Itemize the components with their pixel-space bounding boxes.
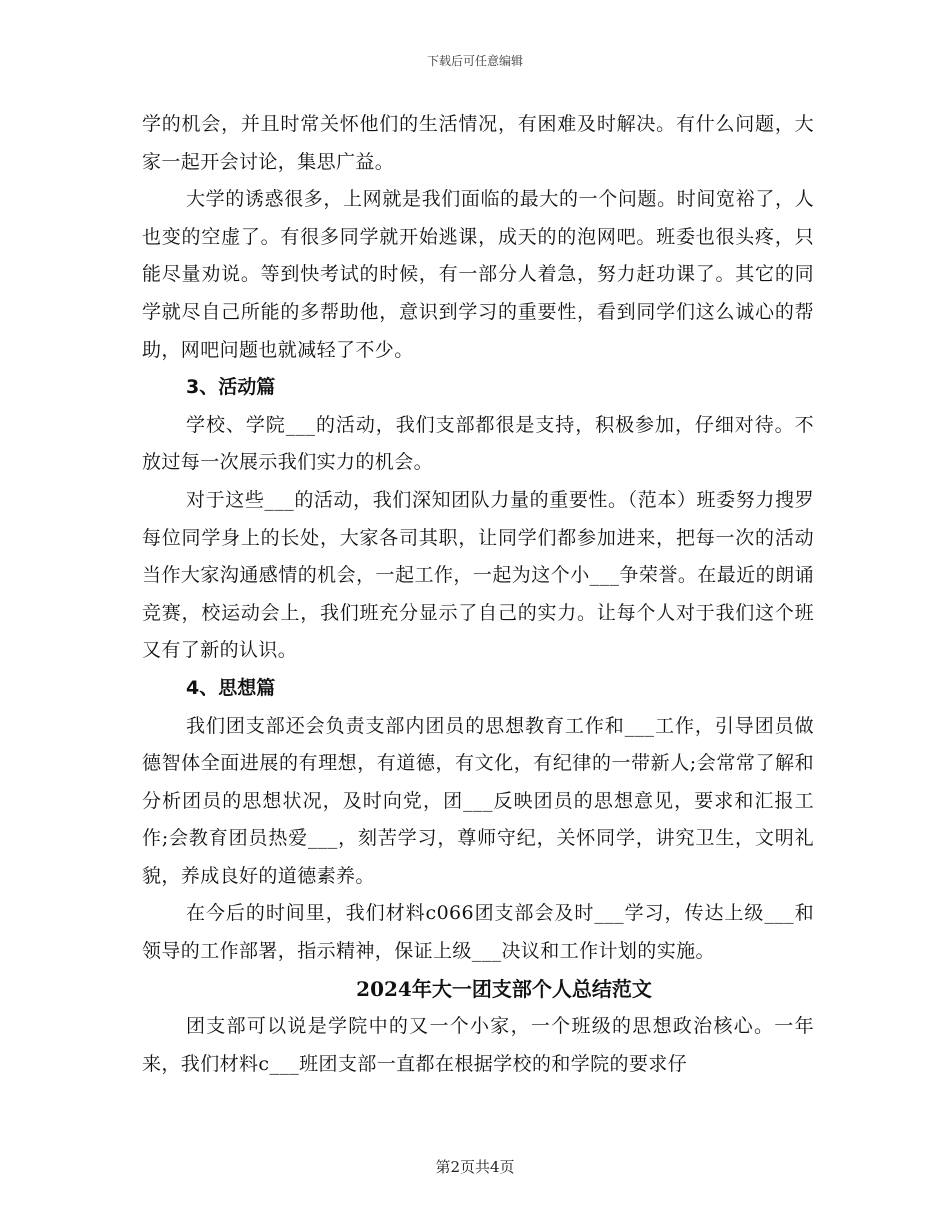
document-body	[142, 106, 814, 1083]
section-heading-thought: 4、思想篇	[186, 676, 276, 699]
page-header: 下载后可任意编辑	[426, 54, 523, 68]
paragraph-7: 团支部可以说是学院中的又一个小家，一个班级的思想政治核心。一年来，我们材料c___班团支部一直都在根据学校的和学院的要求仔	[142, 1015, 814, 1075]
paragraph-3: 学校、学院___的活动，我们支部都很是支持，积极参加，仔细对待。不放过每一次展示我们实力的机会。	[142, 413, 814, 474]
document-title: 2024年大一团支部个人总结范文	[356, 976, 652, 1001]
paragraph-1: 学的机会，并且时常关怀他们的生活情况，有困难及时解决。有什么问题，大家一起开会讨论，集思广益。	[142, 113, 814, 173]
paragraph-5: 我们团支部还会负责支部内团员的思想教育工作和___工作，引导团员做德智体全面进展的有理想，有道德，有文化，有纪律的一带新人;会常常了解和分析团员的思想状况，及时向党，团___反映团员的思想意见，要求和汇报工作;会教育团员热爱___，刻苦学习，尊师守纪，关怀同学，讲究卫生，文明礼貌，养成良好的道德素养。	[142, 714, 814, 887]
paragraph-2: 大学的诱惑很多，上网就是我们面临的最大的一个问题。时间宽裕了，人也变的空虚了。有很多同学就开始逃课，成天的的泡网吧。班委也很头疼，只能尽量劝说。等到快考试的时候，有一部分人着急，努力赶功课了。其它的同学就尽自己所能的多帮助他，意识到学习的重要性，看到同学们这么诚心的帮助，网吧问题也就减轻了不少。	[142, 188, 814, 361]
section-heading-activities: 3、活动篇	[186, 376, 276, 399]
paragraph-6: 在今后的时间里，我们材料c066团支部会及时___学习，传达上级___和领导的工作部署，指示精神，保证上级___决议和工作计划的实施。	[142, 902, 814, 963]
page-footer: 第2页共4页	[435, 1158, 515, 1176]
paragraph-4: 对于这些___的活动，我们深知团队力量的重要性。（范本）班委努力搜罗每位同学身上的长处，大家各司其职，让同学们都参加进来，把每一次的活动当作大家沟通感情的机会，一起工作，一起为这个小___争荣誉。在最近的朗诵竞赛，校运动会上，我们班充分显示了自己的实力。让每个人对于我们这个班又有了新的认识。	[142, 488, 814, 662]
